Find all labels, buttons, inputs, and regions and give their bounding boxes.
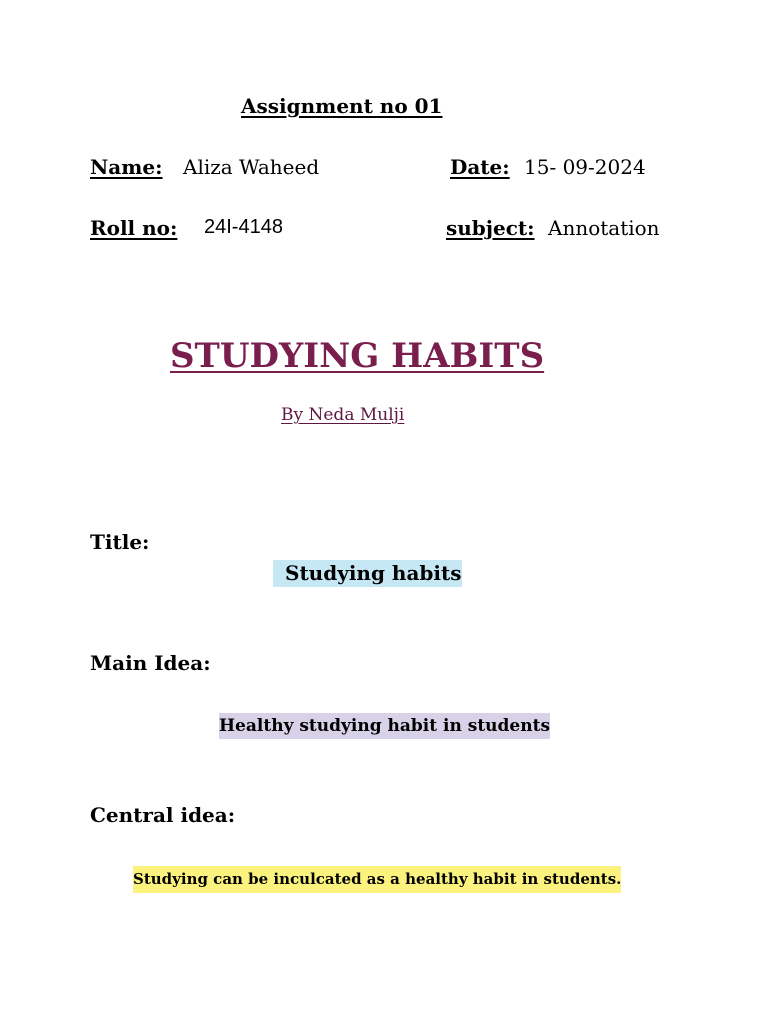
title-value-highlight: Studying habits (273, 560, 462, 587)
subject-label: subject: (446, 216, 535, 240)
roll-value: 24I-4148 (204, 216, 283, 238)
central-idea-value-highlight: Studying can be inculcated as a healthy habit in students. (133, 866, 621, 893)
name-label: Name: (90, 155, 163, 179)
roll-label: Roll no: (90, 216, 178, 240)
date-value: 15- 09-2024 (524, 155, 646, 179)
subject-value: Annotation (548, 216, 660, 240)
assignment-heading: Assignment no 01 (241, 94, 443, 118)
title-label: Title: (90, 530, 150, 554)
date-label: Date: (450, 155, 510, 179)
main-idea-label: Main Idea: (90, 651, 211, 675)
article-title: STUDYING HABITS (170, 336, 545, 376)
article-byline: By Neda Mulji (281, 405, 405, 425)
name-value: Aliza Waheed (183, 155, 320, 179)
central-idea-label: Central idea: (90, 803, 236, 827)
main-idea-value-highlight: Healthy studying habit in students (219, 713, 550, 739)
